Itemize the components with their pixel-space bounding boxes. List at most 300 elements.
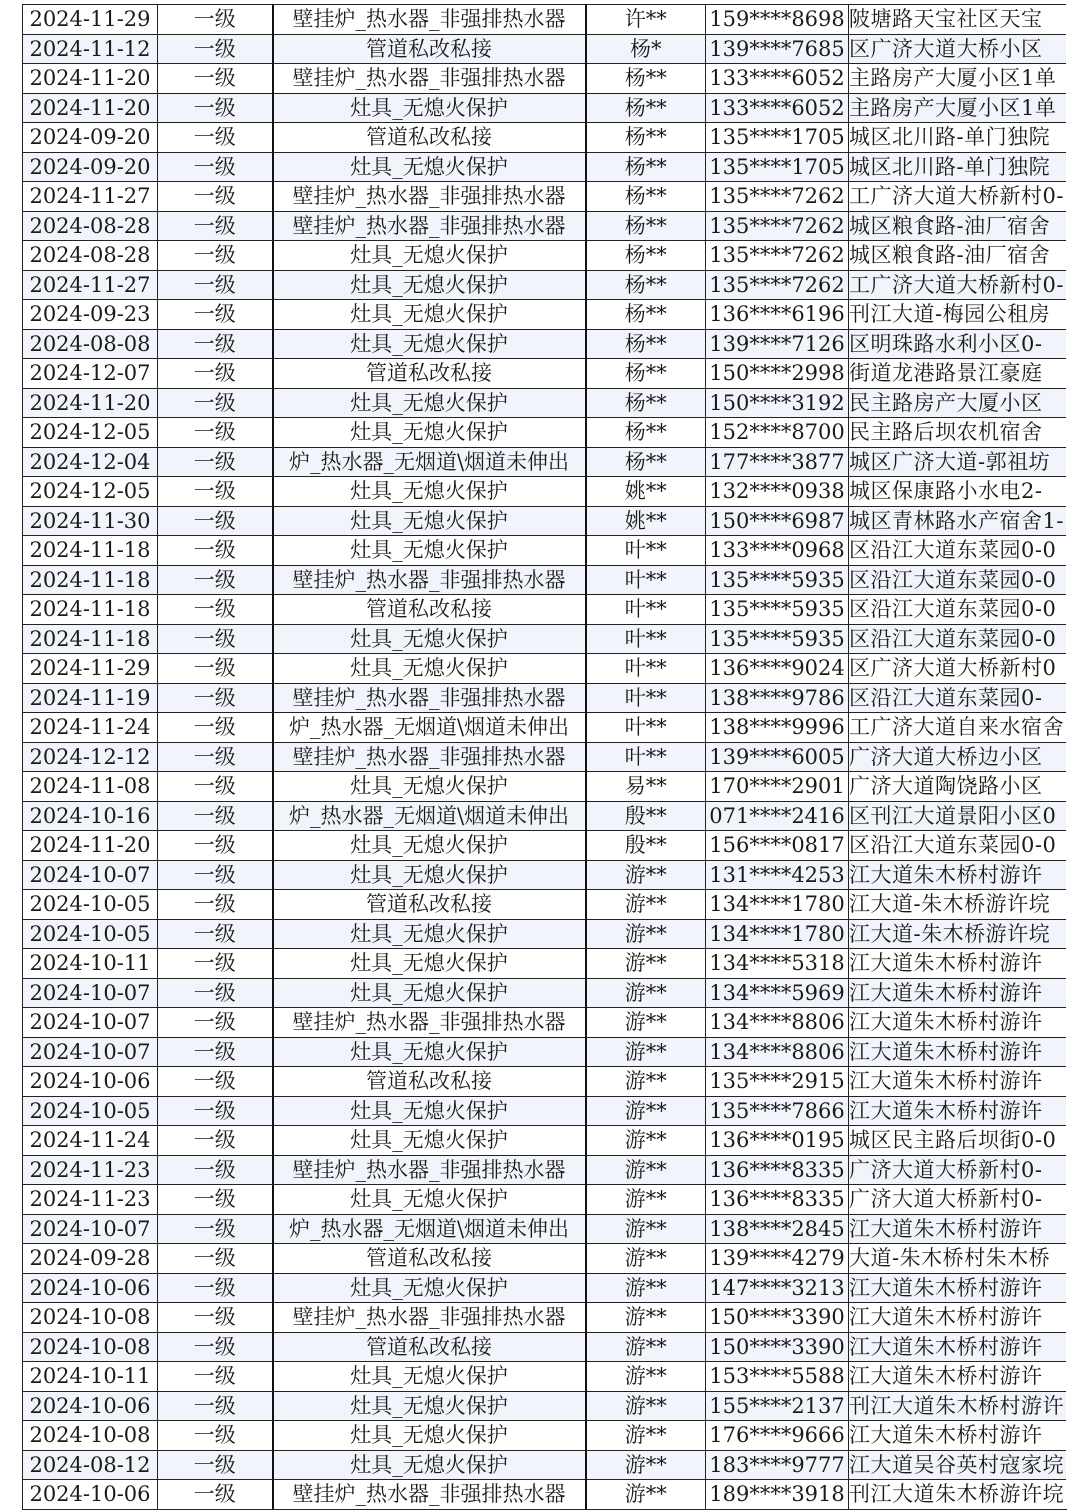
cell-hazard-type: 壁挂炉_热水器_非强排热水器	[273, 64, 586, 94]
cell-address: 区沿江大道东菜园0-0	[849, 595, 1067, 625]
cell-hazard-type: 灶具_无熄火保护	[273, 300, 586, 330]
cell-phone: 134****1780	[706, 890, 849, 920]
cell-date: 2024-10-07	[23, 860, 158, 890]
cell-hazard-type: 壁挂炉_热水器_非强排热水器	[273, 1008, 586, 1038]
cell-name: 游**	[586, 1037, 706, 1067]
cell-hazard-type: 炉_热水器_无烟道\烟道未伸出	[273, 713, 586, 743]
cell-date: 2024-11-19	[23, 683, 158, 713]
table-row	[23, 772, 1067, 802]
table-row	[23, 1450, 1067, 1480]
table-row	[23, 801, 1067, 831]
cell-level: 一级	[158, 388, 273, 418]
cell-date: 2024-12-12	[23, 742, 158, 772]
cell-level: 一级	[158, 1096, 273, 1126]
cell-phone: 132****0938	[706, 477, 849, 507]
cell-hazard-type: 灶具_无熄火保护	[273, 654, 586, 684]
cell-date: 2024-11-20	[23, 64, 158, 94]
cell-date: 2024-09-20	[23, 152, 158, 182]
cell-phone: 150****6987	[706, 506, 849, 536]
cell-level: 一级	[158, 890, 273, 920]
cell-hazard-type: 管道私改私接	[273, 34, 586, 64]
cell-hazard-type: 壁挂炉_热水器_非强排热水器	[273, 683, 586, 713]
cell-hazard-type: 管道私改私接	[273, 1244, 586, 1274]
cell-date: 2024-11-08	[23, 772, 158, 802]
cell-level: 一级	[158, 1273, 273, 1303]
cell-phone: 134****8806	[706, 1037, 849, 1067]
table-row	[23, 123, 1067, 153]
cell-address: 江大道朱木桥村游许	[849, 1037, 1067, 1067]
cell-hazard-type: 管道私改私接	[273, 1067, 586, 1097]
cell-name: 游**	[586, 890, 706, 920]
table-row	[23, 683, 1067, 713]
table-row	[23, 211, 1067, 241]
cell-name: 姚**	[586, 477, 706, 507]
cell-date: 2024-10-07	[23, 1037, 158, 1067]
cell-date: 2024-11-20	[23, 831, 158, 861]
cell-address: 民主路后坝农机宿舍	[849, 418, 1067, 448]
table-row	[23, 34, 1067, 64]
cell-date: 2024-08-12	[23, 1450, 158, 1480]
cell-phone: 139****7126	[706, 329, 849, 359]
cell-address: 广济大道大桥新村0-	[849, 1185, 1067, 1215]
cell-address: 江大道朱木桥村游许	[849, 1008, 1067, 1038]
cell-date: 2024-11-18	[23, 565, 158, 595]
cell-name: 游**	[586, 1214, 706, 1244]
cell-level: 一级	[158, 1126, 273, 1156]
cell-hazard-type: 灶具_无熄火保护	[273, 831, 586, 861]
cell-name: 叶**	[586, 536, 706, 566]
table-row	[23, 93, 1067, 123]
cell-name: 游**	[586, 949, 706, 979]
cell-level: 一级	[158, 1421, 273, 1451]
cell-phone: 135****5935	[706, 565, 849, 595]
cell-date: 2024-10-11	[23, 1362, 158, 1392]
cell-level: 一级	[158, 1214, 273, 1244]
table-row	[23, 1008, 1067, 1038]
cell-level: 一级	[158, 34, 273, 64]
cell-name: 殷**	[586, 831, 706, 861]
cell-name: 游**	[586, 1450, 706, 1480]
cell-address: 城区北川路-单门独院	[849, 123, 1067, 153]
cell-name: 殷**	[586, 801, 706, 831]
cell-date: 2024-08-08	[23, 329, 158, 359]
cell-hazard-type: 管道私改私接	[273, 123, 586, 153]
cell-hazard-type: 灶具_无熄火保护	[273, 949, 586, 979]
cell-date: 2024-10-06	[23, 1391, 158, 1421]
cell-name: 杨**	[586, 418, 706, 448]
cell-phone: 135****7262	[706, 241, 849, 271]
cell-level: 一级	[158, 211, 273, 241]
cell-name: 叶**	[586, 654, 706, 684]
cell-hazard-type: 炉_热水器_无烟道\烟道未伸出	[273, 801, 586, 831]
table-row	[23, 1273, 1067, 1303]
cell-phone: 135****5935	[706, 624, 849, 654]
cell-name: 游**	[586, 1421, 706, 1451]
cell-phone: 135****7262	[706, 270, 849, 300]
cell-date: 2024-11-29	[23, 654, 158, 684]
cell-hazard-type: 灶具_无熄火保护	[273, 919, 586, 949]
cell-name: 杨**	[586, 152, 706, 182]
table-row	[23, 1303, 1067, 1333]
cell-hazard-type: 炉_热水器_无烟道\烟道未伸出	[273, 447, 586, 477]
cell-name: 杨**	[586, 329, 706, 359]
cell-level: 一级	[158, 860, 273, 890]
table-row	[23, 447, 1067, 477]
cell-level: 一级	[158, 359, 273, 389]
table-row	[23, 300, 1067, 330]
cell-phone: 135****2915	[706, 1067, 849, 1097]
cell-address: 刊江大道朱木桥游许垸	[849, 1480, 1067, 1510]
table-row	[23, 152, 1067, 182]
cell-hazard-type: 灶具_无熄火保护	[273, 1450, 586, 1480]
cell-level: 一级	[158, 742, 273, 772]
cell-phone: 134****8806	[706, 1008, 849, 1038]
cell-address: 城区粮食路-油厂宿舍	[849, 211, 1067, 241]
cell-level: 一级	[158, 565, 273, 595]
table-row	[23, 1362, 1067, 1392]
cell-address: 广济大道陶饶路小区	[849, 772, 1067, 802]
cell-date: 2024-10-06	[23, 1480, 158, 1510]
cell-phone: 136****9024	[706, 654, 849, 684]
cell-hazard-type: 壁挂炉_热水器_非强排热水器	[273, 182, 586, 212]
cell-name: 游**	[586, 1185, 706, 1215]
cell-address: 广济大道大桥边小区	[849, 742, 1067, 772]
cell-phone: 135****1705	[706, 152, 849, 182]
cell-hazard-type: 灶具_无熄火保护	[273, 624, 586, 654]
cell-address: 江大道朱木桥村游许	[849, 1362, 1067, 1392]
cell-date: 2024-10-07	[23, 978, 158, 1008]
cell-name: 叶**	[586, 683, 706, 713]
cell-hazard-type: 灶具_无熄火保护	[273, 1185, 586, 1215]
cell-phone: 135****7866	[706, 1096, 849, 1126]
cell-address: 区沿江大道东菜园0-0	[849, 565, 1067, 595]
cell-level: 一级	[158, 447, 273, 477]
cell-phone: 183****9777	[706, 1450, 849, 1480]
table-row	[23, 949, 1067, 979]
cell-name: 杨**	[586, 64, 706, 94]
cell-hazard-type: 灶具_无熄火保护	[273, 388, 586, 418]
cell-name: 叶**	[586, 565, 706, 595]
cell-phone: 170****2901	[706, 772, 849, 802]
cell-level: 一级	[158, 329, 273, 359]
cell-date: 2024-11-18	[23, 595, 158, 625]
cell-name: 杨**	[586, 359, 706, 389]
cell-date: 2024-10-08	[23, 1303, 158, 1333]
cell-address: 陂塘路天宝社区天宝	[849, 5, 1067, 35]
cell-phone: 138****9996	[706, 713, 849, 743]
cell-name: 游**	[586, 1244, 706, 1274]
cell-name: 游**	[586, 1067, 706, 1097]
cell-address: 江大道朱木桥村游许	[849, 978, 1067, 1008]
cell-hazard-type: 壁挂炉_热水器_非强排热水器	[273, 742, 586, 772]
cell-level: 一级	[158, 654, 273, 684]
cell-level: 一级	[158, 152, 273, 182]
cell-address: 工广济大道自来水宿舍	[849, 713, 1067, 743]
cell-address: 大道-朱木桥村朱木桥	[849, 1244, 1067, 1274]
cell-address: 江大道朱木桥村游许	[849, 1096, 1067, 1126]
cell-name: 叶**	[586, 742, 706, 772]
cell-phone: 135****7262	[706, 182, 849, 212]
cell-date: 2024-10-05	[23, 890, 158, 920]
table-row	[23, 418, 1067, 448]
cell-address: 江大道-朱木桥游许垸	[849, 890, 1067, 920]
cell-address: 区沿江大道东菜园0-0	[849, 536, 1067, 566]
table-row	[23, 182, 1067, 212]
cell-hazard-type: 灶具_无熄火保护	[273, 978, 586, 1008]
cell-date: 2024-11-27	[23, 270, 158, 300]
cell-name: 叶**	[586, 713, 706, 743]
cell-name: 游**	[586, 1480, 706, 1510]
cell-hazard-type: 灶具_无熄火保护	[273, 241, 586, 271]
cell-hazard-type: 灶具_无熄火保护	[273, 860, 586, 890]
cell-hazard-type: 灶具_无熄火保护	[273, 506, 586, 536]
cell-address: 工广济大道大桥新村0-	[849, 270, 1067, 300]
cell-date: 2024-11-27	[23, 182, 158, 212]
table-row	[23, 359, 1067, 389]
cell-level: 一级	[158, 919, 273, 949]
cell-hazard-type: 灶具_无熄火保护	[273, 329, 586, 359]
cell-address: 江大道朱木桥村游许	[849, 1067, 1067, 1097]
cell-phone: 133****6052	[706, 93, 849, 123]
table-row	[23, 624, 1067, 654]
cell-date: 2024-12-04	[23, 447, 158, 477]
cell-phone: 150****3192	[706, 388, 849, 418]
cell-name: 杨**	[586, 300, 706, 330]
cell-date: 2024-11-20	[23, 388, 158, 418]
cell-phone: 136****8335	[706, 1155, 849, 1185]
cell-phone: 177****3877	[706, 447, 849, 477]
cell-date: 2024-09-23	[23, 300, 158, 330]
cell-date: 2024-12-05	[23, 418, 158, 448]
cell-phone: 152****8700	[706, 418, 849, 448]
cell-name: 杨**	[586, 388, 706, 418]
cell-date: 2024-11-30	[23, 506, 158, 536]
table-row	[23, 5, 1067, 35]
cell-phone: 131****4253	[706, 860, 849, 890]
cell-hazard-type: 管道私改私接	[273, 595, 586, 625]
table-row	[23, 1332, 1067, 1362]
cell-address: 主路房产大厦小区1单	[849, 64, 1067, 94]
cell-address: 江大道朱木桥村游许	[849, 949, 1067, 979]
cell-name: 游**	[586, 919, 706, 949]
cell-hazard-type: 灶具_无熄火保护	[273, 1421, 586, 1451]
cell-level: 一级	[158, 1008, 273, 1038]
cell-hazard-type: 灶具_无熄火保护	[273, 270, 586, 300]
cell-level: 一级	[158, 418, 273, 448]
cell-address: 江大道朱木桥村游许	[849, 1332, 1067, 1362]
cell-level: 一级	[158, 772, 273, 802]
cell-level: 一级	[158, 93, 273, 123]
cell-date: 2024-11-24	[23, 713, 158, 743]
cell-hazard-type: 管道私改私接	[273, 359, 586, 389]
cell-phone: 136****6196	[706, 300, 849, 330]
cell-level: 一级	[158, 949, 273, 979]
cell-level: 一级	[158, 1450, 273, 1480]
cell-phone: 159****8698	[706, 5, 849, 35]
cell-level: 一级	[158, 1391, 273, 1421]
cell-date: 2024-11-29	[23, 5, 158, 35]
cell-address: 区明珠路水利小区0-	[849, 329, 1067, 359]
cell-phone: 138****9786	[706, 683, 849, 713]
cell-phone: 135****7262	[706, 211, 849, 241]
cell-date: 2024-10-16	[23, 801, 158, 831]
cell-name: 游**	[586, 1155, 706, 1185]
cell-hazard-type: 灶具_无熄火保护	[273, 477, 586, 507]
cell-level: 一级	[158, 1185, 273, 1215]
cell-hazard-type: 灶具_无熄火保护	[273, 1096, 586, 1126]
cell-address: 江大道朱木桥村游许	[849, 1303, 1067, 1333]
table-row	[23, 742, 1067, 772]
cell-name: 游**	[586, 1303, 706, 1333]
cell-hazard-type: 灶具_无熄火保护	[273, 536, 586, 566]
cell-address: 工广济大道大桥新村0-	[849, 182, 1067, 212]
cell-address: 江大道朱木桥村游许	[849, 1273, 1067, 1303]
cell-level: 一级	[158, 506, 273, 536]
cell-name: 游**	[586, 1391, 706, 1421]
cell-phone: 134****1780	[706, 919, 849, 949]
cell-address: 主路房产大厦小区1单	[849, 93, 1067, 123]
cell-level: 一级	[158, 1480, 273, 1510]
cell-phone: 133****6052	[706, 64, 849, 94]
cell-level: 一级	[158, 713, 273, 743]
cell-level: 一级	[158, 1037, 273, 1067]
cell-phone: 153****5588	[706, 1362, 849, 1392]
table-row	[23, 1391, 1067, 1421]
cell-address: 区广济大道大桥新村0	[849, 654, 1067, 684]
table-row	[23, 1126, 1067, 1156]
cell-level: 一级	[158, 123, 273, 153]
cell-phone: 139****7685	[706, 34, 849, 64]
cell-address: 城区北川路-单门独院	[849, 152, 1067, 182]
cell-name: 杨**	[586, 241, 706, 271]
cell-address: 江大道-朱木桥游许垸	[849, 919, 1067, 949]
cell-level: 一级	[158, 978, 273, 1008]
cell-date: 2024-10-08	[23, 1421, 158, 1451]
cell-phone: 150****3390	[706, 1332, 849, 1362]
cell-address: 区沿江大道东菜园0-	[849, 683, 1067, 713]
cell-hazard-type: 灶具_无熄火保护	[273, 772, 586, 802]
cell-address: 江大道朱木桥村游许	[849, 860, 1067, 890]
table-body	[23, 5, 1067, 1510]
cell-address: 江大道吴谷英村寇家垸	[849, 1450, 1067, 1480]
table-row	[23, 64, 1067, 94]
cell-hazard-type: 壁挂炉_热水器_非强排热水器	[273, 1480, 586, 1510]
cell-name: 游**	[586, 860, 706, 890]
cell-phone: 189****3918	[706, 1480, 849, 1510]
cell-name: 游**	[586, 1332, 706, 1362]
cell-level: 一级	[158, 536, 273, 566]
cell-address: 街道龙港路景江豪庭	[849, 359, 1067, 389]
cell-date: 2024-10-06	[23, 1273, 158, 1303]
cell-level: 一级	[158, 1362, 273, 1392]
cell-name: 叶**	[586, 624, 706, 654]
cell-name: 游**	[586, 1096, 706, 1126]
table-row	[23, 831, 1067, 861]
cell-phone: 150****3390	[706, 1303, 849, 1333]
cell-hazard-type: 壁挂炉_热水器_非强排热水器	[273, 565, 586, 595]
cell-hazard-type: 壁挂炉_热水器_非强排热水器	[273, 5, 586, 35]
cell-address: 江大道朱木桥村游许	[849, 1214, 1067, 1244]
cell-level: 一级	[158, 831, 273, 861]
cell-phone: 133****0968	[706, 536, 849, 566]
cell-level: 一级	[158, 64, 273, 94]
cell-level: 一级	[158, 1303, 273, 1333]
table-row	[23, 654, 1067, 684]
table-row	[23, 1155, 1067, 1185]
table-row	[23, 1214, 1067, 1244]
cell-phone: 176****9666	[706, 1421, 849, 1451]
cell-address: 区沿江大道东菜园0-0	[849, 831, 1067, 861]
table-row	[23, 860, 1067, 890]
table-row	[23, 595, 1067, 625]
cell-level: 一级	[158, 1332, 273, 1362]
cell-address: 城区保康路小水电2-	[849, 477, 1067, 507]
cell-hazard-type: 灶具_无熄火保护	[273, 1273, 586, 1303]
cell-address: 刊江大道-梅园公租房	[849, 300, 1067, 330]
table-row	[23, 1421, 1067, 1451]
cell-address: 江大道朱木桥村游许	[849, 1421, 1067, 1451]
cell-name: 游**	[586, 1273, 706, 1303]
cell-name: 叶**	[586, 595, 706, 625]
cell-hazard-type: 灶具_无熄火保护	[273, 1391, 586, 1421]
cell-date: 2024-08-28	[23, 211, 158, 241]
cell-level: 一级	[158, 1067, 273, 1097]
cell-name: 杨**	[586, 182, 706, 212]
table-row	[23, 890, 1067, 920]
cell-date: 2024-11-18	[23, 624, 158, 654]
cell-name: 杨**	[586, 93, 706, 123]
cell-date: 2024-10-05	[23, 919, 158, 949]
table-row	[23, 1096, 1067, 1126]
cell-name: 游**	[586, 978, 706, 1008]
cell-name: 杨**	[586, 270, 706, 300]
cell-phone: 147****3213	[706, 1273, 849, 1303]
cell-address: 城区广济大道-郭祖坊	[849, 447, 1067, 477]
cell-address: 刊江大道朱木桥村游许	[849, 1391, 1067, 1421]
cell-address: 区沿江大道东菜园0-0	[849, 624, 1067, 654]
cell-date: 2024-12-07	[23, 359, 158, 389]
cell-date: 2024-11-12	[23, 34, 158, 64]
cell-level: 一级	[158, 241, 273, 271]
cell-date: 2024-10-06	[23, 1067, 158, 1097]
cell-hazard-type: 灶具_无熄火保护	[273, 152, 586, 182]
table-row	[23, 978, 1067, 1008]
table-row	[23, 1037, 1067, 1067]
cell-phone: 071****2416	[706, 801, 849, 831]
table-row	[23, 270, 1067, 300]
cell-phone: 155****2137	[706, 1391, 849, 1421]
table-row	[23, 241, 1067, 271]
cell-address: 民主路房产大厦小区	[849, 388, 1067, 418]
cell-date: 2024-12-05	[23, 477, 158, 507]
cell-name: 姚**	[586, 506, 706, 536]
cell-address: 城区青林路水产宿舍1-	[849, 506, 1067, 536]
cell-date: 2024-10-08	[23, 1332, 158, 1362]
cell-date: 2024-08-28	[23, 241, 158, 271]
table-row	[23, 565, 1067, 595]
cell-date: 2024-11-23	[23, 1155, 158, 1185]
cell-hazard-type: 灶具_无熄火保护	[273, 1126, 586, 1156]
cell-hazard-type: 管道私改私接	[273, 890, 586, 920]
cell-hazard-type: 灶具_无熄火保护	[273, 93, 586, 123]
cell-level: 一级	[158, 683, 273, 713]
cell-phone: 136****0195	[706, 1126, 849, 1156]
cell-phone: 138****2845	[706, 1214, 849, 1244]
cell-phone: 156****0817	[706, 831, 849, 861]
cell-phone: 134****5318	[706, 949, 849, 979]
cell-level: 一级	[158, 801, 273, 831]
table-row	[23, 1244, 1067, 1274]
